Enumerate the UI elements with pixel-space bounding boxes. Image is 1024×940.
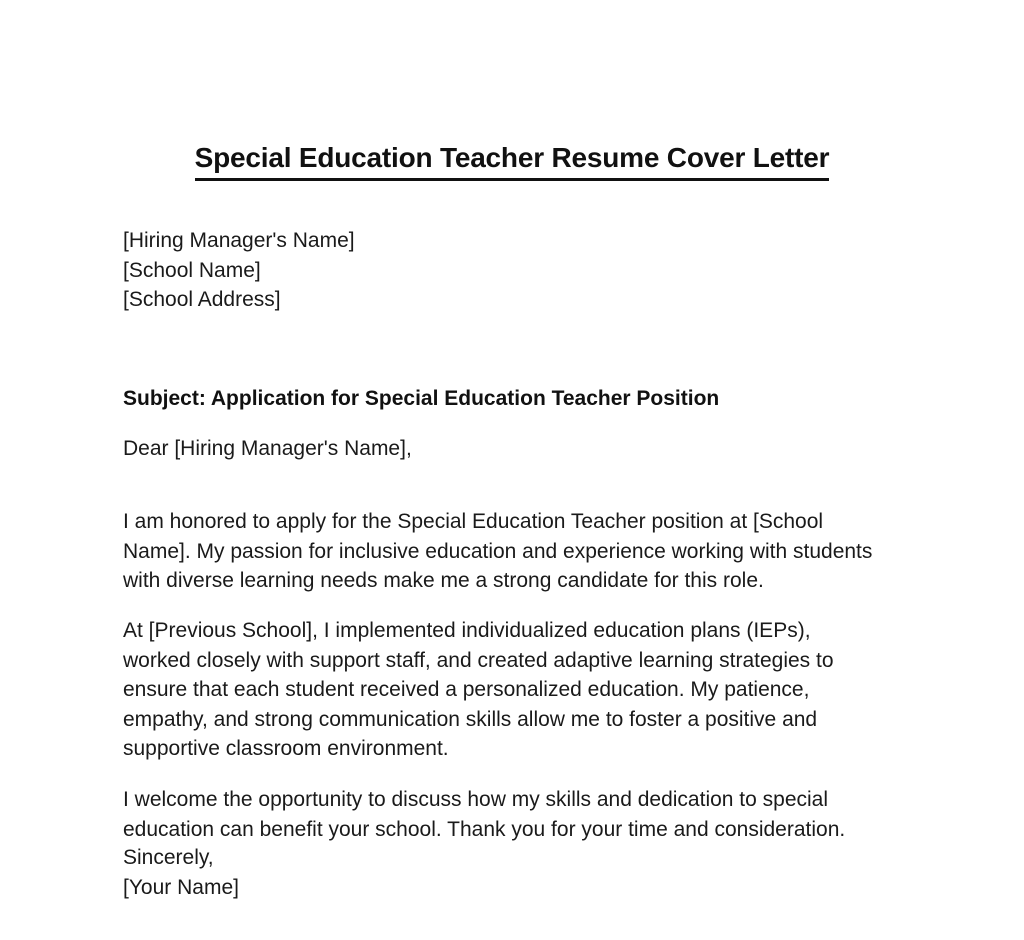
recipient-line-school-name: [School Name]: [123, 258, 261, 282]
page-title: [0, 141, 1024, 181]
body-paragraph-3: I welcome the opportunity to discuss how my skills and dedication to special education can benefit your school. Thank you for your time and consideration.: [123, 788, 846, 841]
salutation: Dear [Hiring Manager's Name],: [123, 437, 412, 460]
recipient-address-block: [123, 226, 883, 315]
closing-block: [123, 843, 883, 902]
body-paragraph-1: I am honored to apply for the Special Education Teacher position at [School Name]. My passion for inclusive education and experience working with students with diverse learning needs make me a strong candidate for this role.: [123, 510, 873, 593]
closing-signature-name: [Your Name]: [123, 875, 239, 899]
subject-line: Subject: Application for Special Education Teacher Position: [123, 387, 720, 410]
body-paragraph-2: At [Previous School], I implemented individualized education plans (IEPs), worked closely with support staff, and created adaptive learning strategies to ensure that each student received a personalized education. My patience, empathy, and strong communication skills allow me to foster a positive and supportive classroom environment.: [123, 619, 834, 761]
page-title-text: Special Education Teacher Resume Cover Letter: [195, 141, 830, 181]
recipient-line-school-address: [School Address]: [123, 288, 281, 311]
closing-sign-off: Sincerely,: [123, 846, 214, 869]
recipient-line-hiring-manager: [Hiring Manager's Name]: [123, 229, 355, 252]
